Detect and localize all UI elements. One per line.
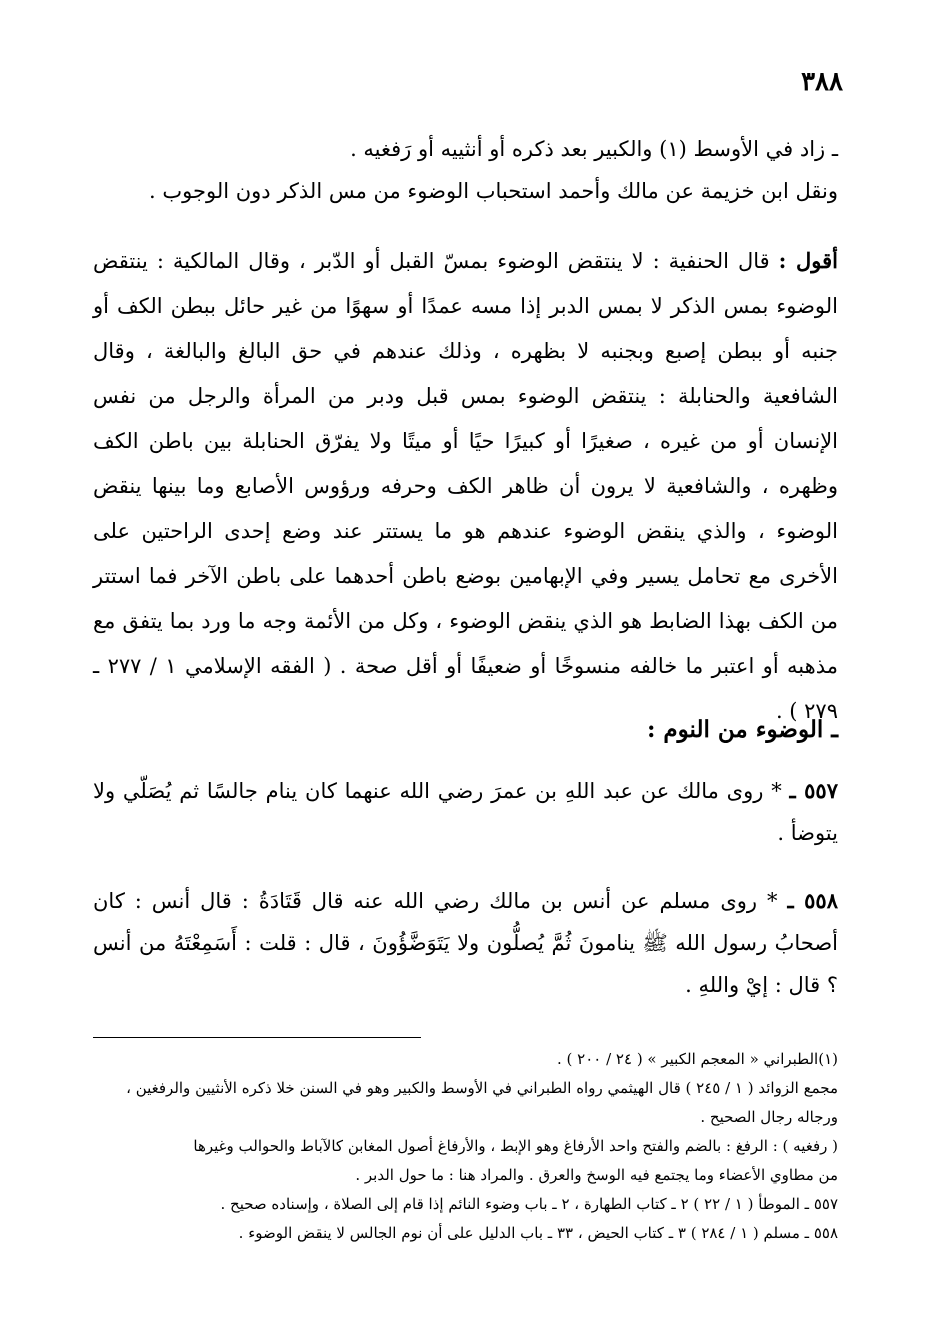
footnote-1: (١)الطبراني « المعجم الكبير » ( ٢٤ / ٢٠٠ ) . — [557, 1050, 838, 1068]
footnote-ref-557: ٥٥٧ ـ الموطأ ( ١ / ٢٢ ) ٢ ـ كتاب الطهارة ، ٢ ـ باب وضوء النائم إذا قام إلى الصلاة ، وإسناده صحيح . — [220, 1195, 838, 1213]
footnote-separator — [93, 1037, 421, 1038]
footnote-rafghayhi-line-2: من مطاوي الأعضاء وما يجتمع فيه الوسخ والعرق . والمراد هنا : ما حول الدبر . — [355, 1166, 838, 1184]
hadith-558 — [93, 880, 838, 1006]
hadith-557 — [93, 770, 838, 854]
footnote-zawaid-line-1: مجمع الزوائد ( ١ / ٢٤٥ ) قال الهيثمي رواه الطبراني في الأوسط والكبير وهو في السنن خلا ذكره الأنثيين والرفغين ، — [126, 1079, 838, 1097]
intro-block — [93, 128, 838, 212]
footnotes — [93, 1045, 838, 1248]
intro-line-1: ـ زاد في الأوسط (١) والكبير بعد ذكره أو أنثييه أو رَفغيه . — [350, 137, 838, 161]
hadith-557-number: ٥٥٧ ـ — [789, 778, 838, 803]
page-number: ٣٨٨ — [801, 67, 843, 97]
aqulu-paragraph — [93, 238, 838, 734]
hadith-558-number: ٥٥٨ ـ — [787, 888, 838, 913]
hadith-557-text: * روى مالك عن عبد اللهِ بن عمرَ رضي الله عنهما كان ينام جالسًا ثم يُصَلّي ولا يتوضأ . — [93, 779, 838, 845]
hadith-558-text: * روى مسلم عن أنس بن مالك رضي الله عنه قال قَتَادَةُ : قال أنس : كان أصحابُ رسول الله ﷺ ينامونَ ثُمَّ يُصلُّون ولا يَتَوَضَّؤُونَ ، قال : قلت : أَسَمِعْتَهُ من أنس ؟ قال : إيْ واللهِ . — [93, 889, 838, 997]
section-heading: ـ الوضوء من النوم : — [646, 716, 838, 743]
footnote-ref-558: ٥٥٨ ـ مسلم ( ١ / ٢٨٤ ) ٣ ـ كتاب الحيض ، ٣٣ ـ باب الدليل على أن نوم الجالس لا ينقض الوضوء . — [238, 1224, 838, 1242]
footnote-rafghayhi-line-1: ( رفغيه ) : الرفغ : بالضم والفتح واحد الأرفاغ وهو الإبط ، والأرفاغ أصول المغابن كالآباط والحوالب وغيرها — [193, 1137, 838, 1155]
aqulu-lead: أقول : — [778, 248, 838, 273]
aqulu-text: قال الحنفية : لا ينتقض الوضوء بمسّ القبل أو الدّبر ، وقال المالكية : ينتقض الوضوء بمس الذكر لا بمس الدبر إذا مسه عمدًا أو سهوًا من غير حائل ببطن الكف أو جنبه أو ببطن إصبع وبجنبه لا بظهره ، وذلك عندهم في حق البالغ والبالغة ، وقال الشافعية والحنابلة : ينتقض الوضوء بمس قبل ودبر من المرأة والرجل من نفس الإنسان أو من غيره ، صغيرًا أو كبيرًا حيًا أو ميتًا ولا يفرّق الحنابلة بين باطن الكف وظهره ، والشافعية لا يرون أن ظاهر الكف وحرفه ورؤوس الأصابع وما بينها ينقض الوضوء ، والذي ينقض الوضوء عندهم هو ما يستتر عند وضع إحدى الراحتين على الأخرى مع تحامل يسير وفي الإبهامين بوضع باطن أحدهما على باطن الآخر فما استتر من الكف بهذا الضابط هو الذي ينقض الوضوء ، وكل من الأئمة وجه ما ورد بما يتفق مع مذهبه أو اعتبر ما خالفه منسوخًا أو ضعيفًا أو أقل صحة . ( الفقه الإسلامي ١ / ٢٧٧ ـ ٢٧٩ ) . — [93, 249, 838, 723]
footnote-zawaid-line-2: ورجاله رجال الصحيح . — [700, 1108, 838, 1126]
intro-line-2: ونقل ابن خزيمة عن مالك وأحمد استحباب الوضوء من مس الذكر دون الوجوب . — [149, 179, 838, 203]
